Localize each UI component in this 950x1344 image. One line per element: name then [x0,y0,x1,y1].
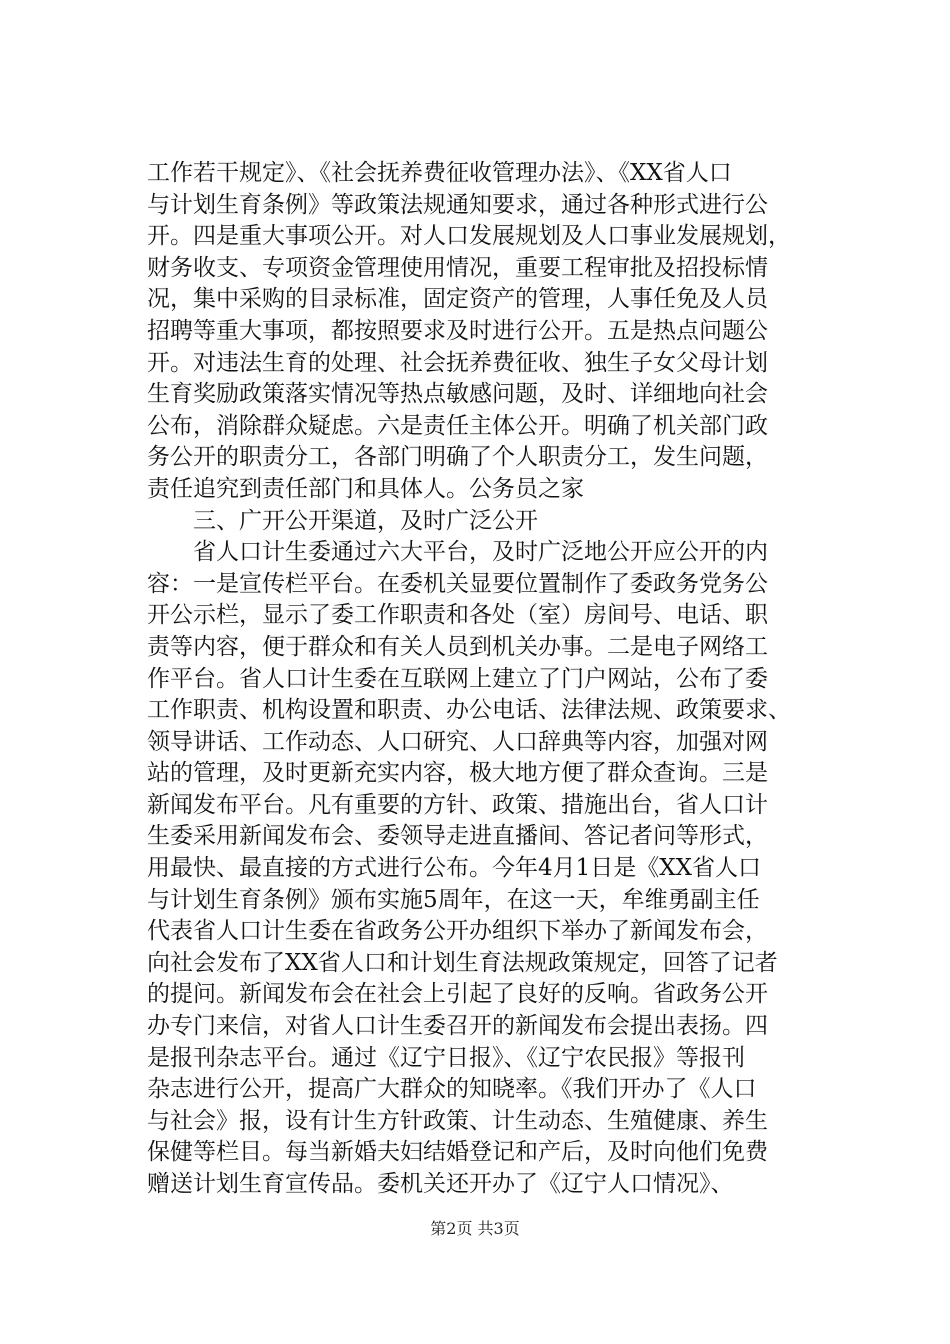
body-text [147,158,827,1201]
text-line: 是报刊杂志平台。通过《辽宁日报》、《辽宁农民报》等报刊 [147,1044,745,1071]
text-line: 况，集中采购的目录标准，固定资产的管理，人事任免及人员 [147,286,768,313]
text-line: 站的管理，及时更新充实内容，极大地方便了群众查询。三是 [147,760,768,787]
text-line: 三、广开公开渠道，及时广泛公开 [193,507,538,534]
text-line: 新闻发布平台。凡有重要的方针、政策、措施出台，省人口计 [147,791,768,818]
text-line: 公布，消除群众疑虑。六是责任主体公开。明确了机关部门政 [147,412,768,439]
text-line: 作平台。省人口计生委在互联网上建立了门户网站，公布了委 [147,665,768,692]
text-line: 容：一是宣传栏平台。在委机关显要位置制作了委政务党务公 [147,570,768,597]
text-line: 用最快、最直接的方式进行公布。今年4月1日是《XX省人口 [147,855,762,882]
text-line: 领导讲话、工作动态、人口研究、人口辞典等内容，加强对网 [147,728,768,755]
text-line: 责等内容，便于群众和有关人员到机关办事。二是电子网络工 [147,633,768,660]
text-line: 务公开的职责分工，各部门明确了个人职责分工，发生问题， [147,444,768,471]
text-line: 与计划生育条例》等政策法规通知要求，通过各种形式进行公 [147,191,768,218]
page-footer: 第2页 共3页 [430,1219,520,1238]
text-line: 招聘等重大事项，都按照要求及时进行公开。五是热点问题公 [147,317,768,344]
text-line: 的提问。新闻发布会在社会上引起了良好的反响。省政务公开 [147,981,768,1008]
text-line: 与社会》报，设有计生方针政策、计生动态、生殖健康、养生 [147,1107,768,1134]
text-line: 生育奖励政策落实情况等热点敏感问题，及时、详细地向社会 [147,381,768,408]
text-line: 代表省人口计生委在省政务公开办组织下举办了新闻发布会， [147,918,768,945]
text-line: 生委采用新闻发布会、委领导走进直播间、答记者问等形式， [147,823,768,850]
text-line: 财务收支、专项资金管理使用情况，重要工程审批及招投标情 [147,254,768,281]
text-line: 开。对违法生育的处理、社会抚养费征收、独生子女父母计划 [147,349,768,376]
text-line: 向社会发布了XX省人口和计划生育法规政策规定，回答了记者 [147,949,778,976]
text-line: 责任追究到责任部门和具体人。公务员之家 [147,475,584,502]
text-line: 办专门来信，对省人口计生委召开的新闻发布会提出表扬。四 [147,1013,768,1040]
text-line: 工作若干规定》、《社会抚养费征收管理办法》、《XX省人口 [147,160,732,186]
text-line: 省人口计生委通过六大平台，及时广泛地公开应公开的内 [193,539,768,566]
text-line: 与计划生育条例》颁布实施5周年，在这一天，牟维勇副主任 [147,886,760,913]
text-line: 杂志进行公开，提高广大群众的知晓率。《我们开办了《人口 [147,1076,757,1103]
text-line: 保健等栏目。每当新婚夫妇结婚登记和产后，及时向他们免费 [147,1139,768,1166]
text-line: 开公示栏，显示了委工作职责和各处（室）房间号、电话、职 [147,602,768,629]
text-line: 工作职责、机构设置和职责、办公电话、法律法规、政策要求、 [147,697,791,724]
text-line: 赠送计划生育宣传品。委机关还开办了《辽宁人口情况》、 [147,1171,734,1197]
text-line: 开。四是重大事项公开。对人口发展规划及人口事业发展规划， [147,223,791,250]
